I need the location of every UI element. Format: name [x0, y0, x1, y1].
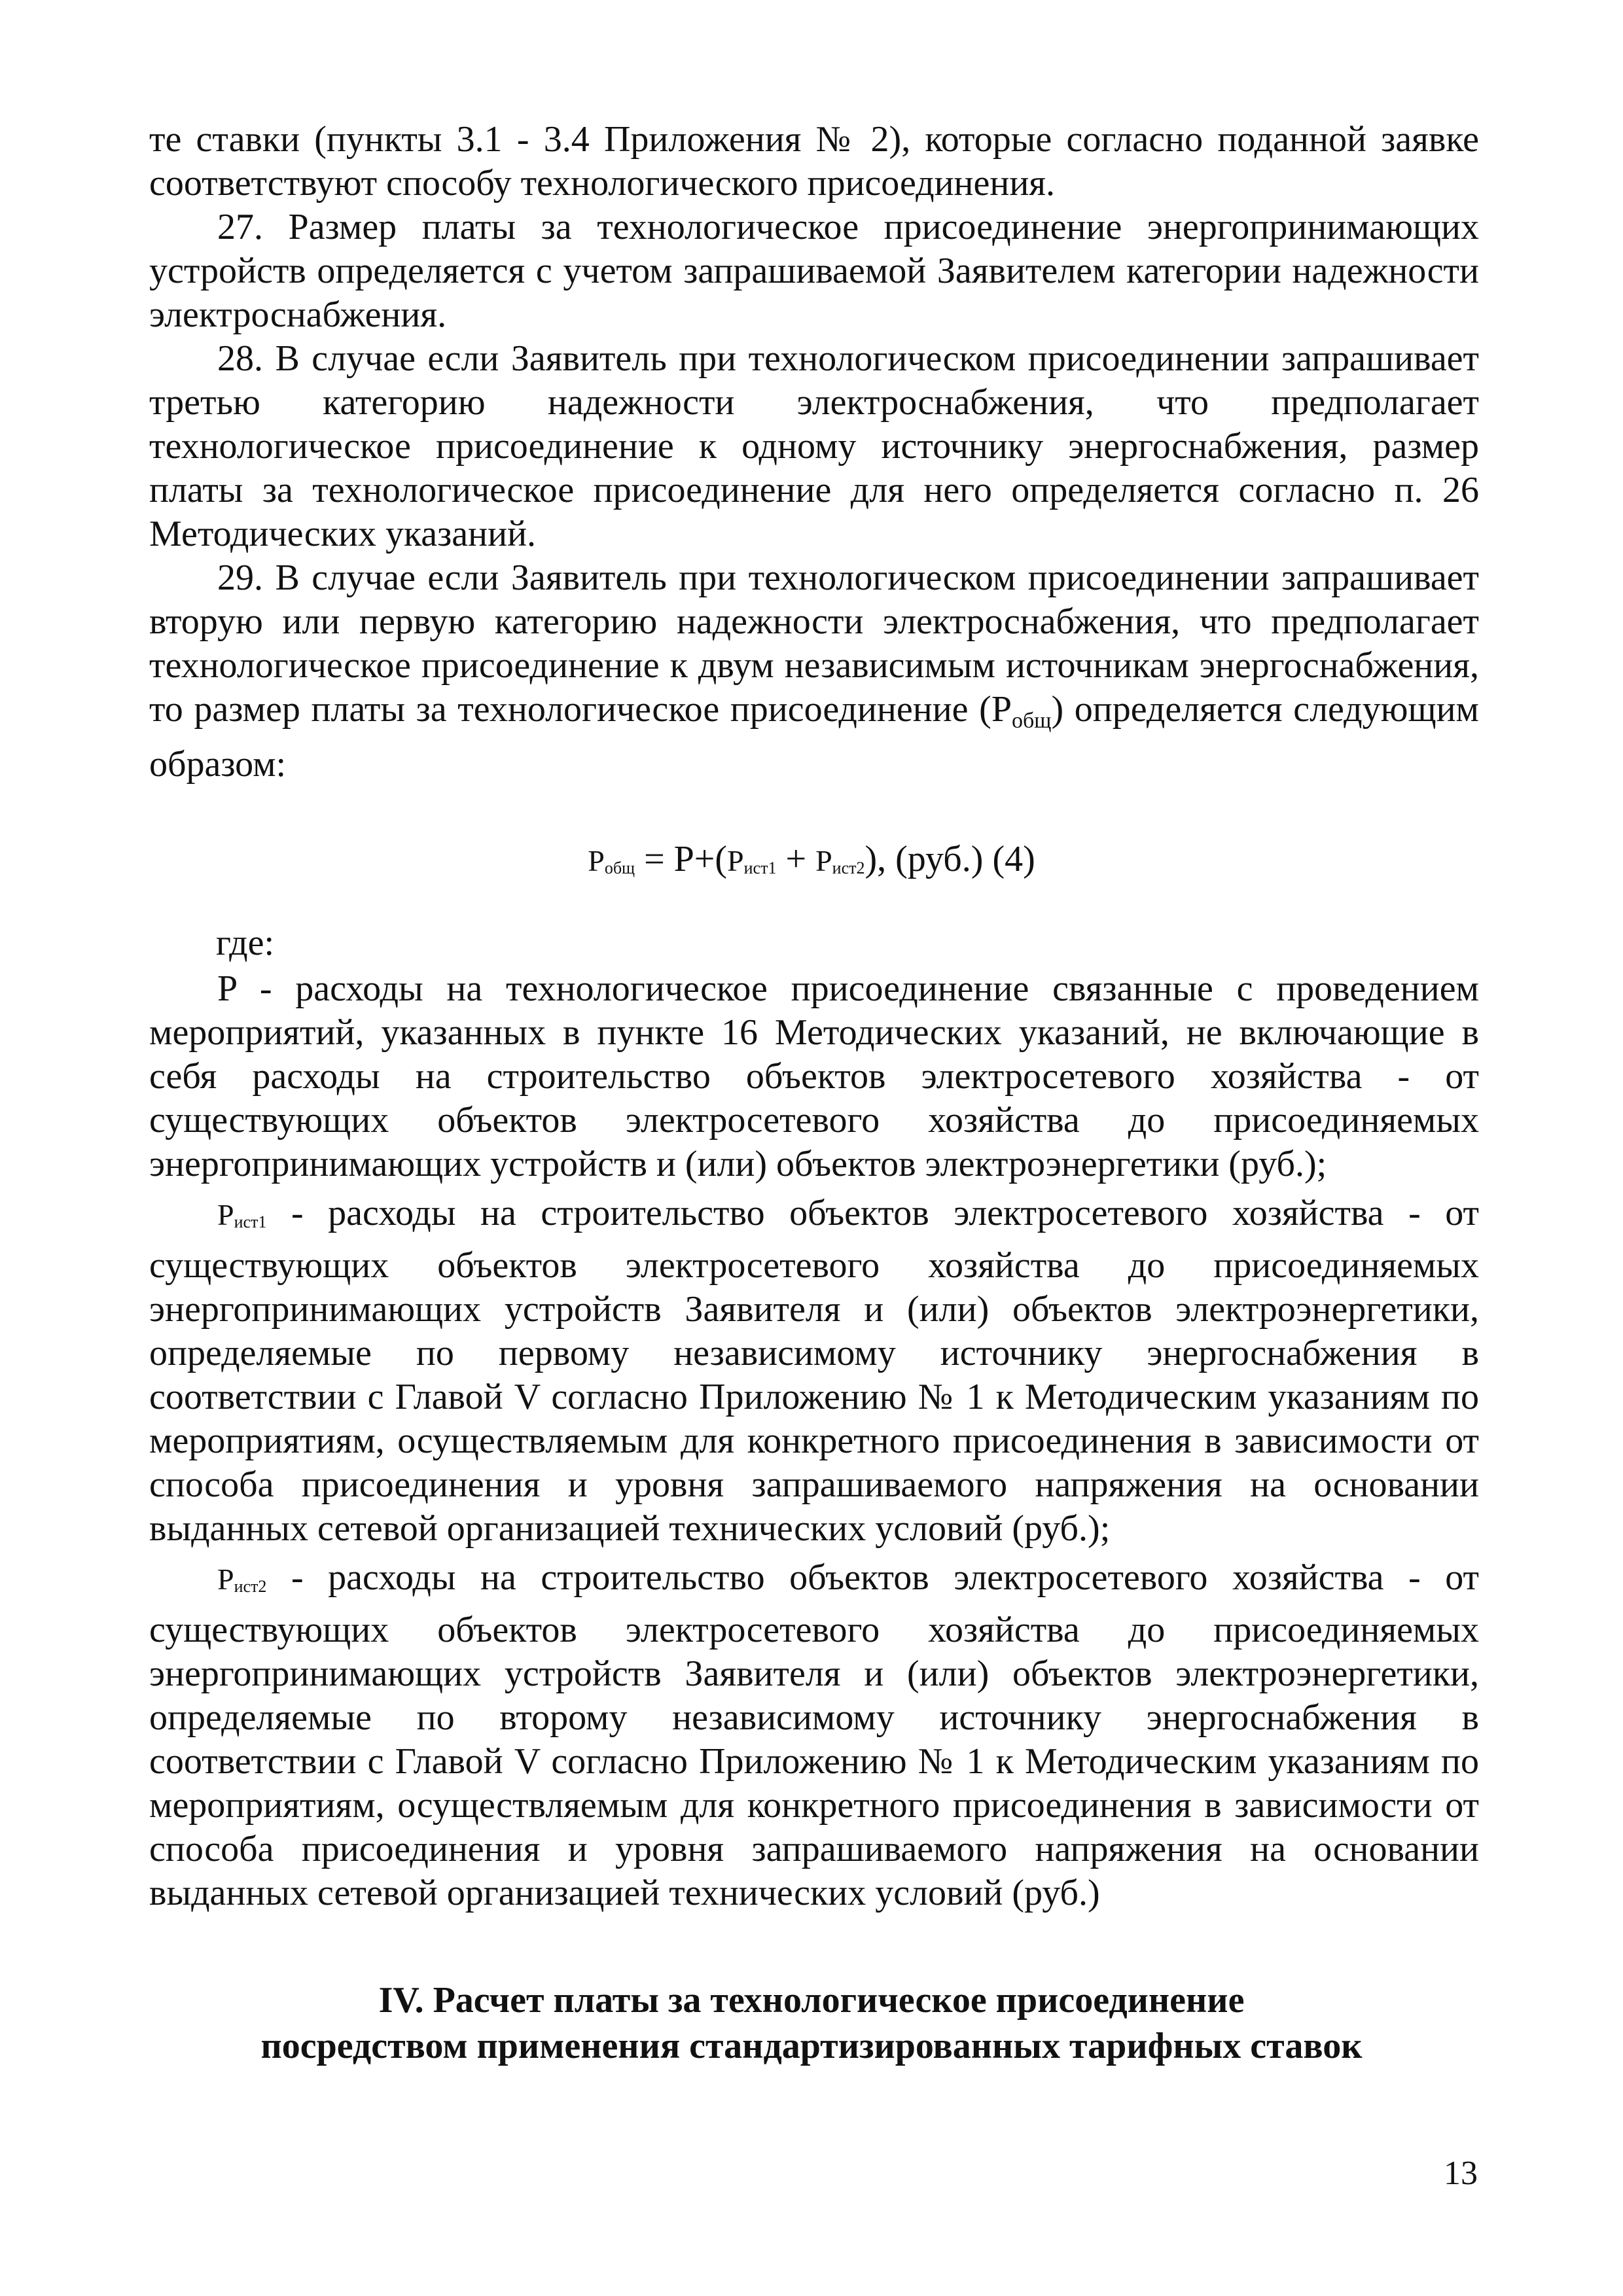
body-text-definitions — [149, 967, 1479, 1915]
formula-term1-sub: ист1 — [743, 858, 777, 877]
paragraph-29 — [149, 556, 1479, 786]
paragraph-28: 28. В случае если Заявитель при технологическом присоединении запрашивает третью категорию надежности электроснабжения, что предполагает технологическое присоединение к одному источнику энергоснабжения, размер платы за технологическое присоединение для него определяется согласно п. 26 Методических указаний. — [149, 338, 1479, 554]
formula-tail: ), (руб.) (4) — [865, 839, 1035, 879]
formula-term2-symbol: P — [815, 844, 832, 877]
definition-ist2-symbol: P — [217, 1563, 234, 1596]
definition-p-ist2 — [149, 1556, 1479, 1915]
paragraph-continuation: те ставки (пункты 3.1 - 3.4 Приложения № 2), которые согласно поданной заявке соответствуют способу технологического присоединения. — [149, 119, 1479, 203]
formula-lhs-symbol: P — [588, 844, 605, 877]
paragraph-27: 27. Размер платы за технологическое присоединение энергопринимающих устройств определяется с учетом запрашиваемой Заявителем категории надежности электроснабжения. — [149, 207, 1479, 335]
definition-ist1-sub: ист1 — [234, 1212, 267, 1231]
definition-p: P - расходы на технологическое присоединение связанные с проведением мероприятий, указанных в пункте 16 Методических указаний, не включающие в себя расходы на строительство объектов электросетевого хозяйства - от существующих объектов электросетевого хозяйства до присоединяемых энергопринимающих устройств и (или) объектов электроэнергетики (руб.); — [149, 968, 1479, 1184]
formula-term1-symbol: P — [727, 844, 744, 877]
definition-ist2-text: - расходы на строительство объектов электросетевого хозяйства - от существующих объектов электросетевого хозяйства до присоединяемых энергопринимающих устройств Заявителя и (или) объектов электроэнергетики, определяемые по второму независимому источнику энергоснабжения в соответствии с Главой V согласно Приложению № 1 к Методическим указаниям по мероприятиям, осуществляемым для конкретного присоединения в зависимости от способа присоединения и уровня запрашиваемого напряжения на основании выданных сетевой организацией технических условий (руб.) — [149, 1557, 1479, 1913]
section-heading-line2: посредством применения стандартизированных тарифных ставок — [260, 2026, 1363, 2066]
formula-4 — [0, 836, 1623, 891]
formula-term2-sub: ист2 — [832, 858, 865, 877]
page-number: 13 — [1444, 2155, 1478, 2192]
paragraph-29-subscript: общ — [1011, 709, 1052, 733]
formula-lhs-sub: общ — [604, 858, 635, 877]
definition-ist1-text: - расходы на строительство объектов электросетевого хозяйства - от существующих объектов электросетевого хозяйства до присоединяемых энергопринимающих устройств Заявителя и (или) объектов электроэнергетики, определяемые по первому независимому источнику энергоснабжения в соответствии с Главой V согласно Приложению № 1 к Методическим указаниям по мероприятиям, осуществляемым для конкретного присоединения в зависимости от способа присоединения и уровня запрашиваемого напряжения на основании выданных сетевой организацией технических условий (руб.); — [149, 1193, 1479, 1549]
definition-ist1-symbol: P — [217, 1198, 234, 1231]
where-label: где: — [216, 923, 275, 963]
paragraph-29-tail: ) определяется следующим образом: — [149, 689, 1479, 785]
paragraph-29-text: 29. В случае если Заявитель при технологическом присоединении запрашивает вторую или первую категорию надежности электроснабжения, что предполагает технологическое присоединение к двум независимым источникам энергоснабжения, то размер платы за технологическое присоединение (P — [149, 557, 1479, 730]
body-text-top — [149, 118, 1479, 786]
formula-plus: + — [776, 839, 816, 879]
formula-equals: = P+( — [635, 839, 728, 879]
section-heading-line1: IV. Расчет платы за технологическое присоединение — [378, 1980, 1245, 2021]
section-heading — [0, 1977, 1623, 2069]
definition-ist2-sub: ист2 — [234, 1577, 267, 1596]
definition-p-ist1 — [149, 1192, 1479, 1551]
